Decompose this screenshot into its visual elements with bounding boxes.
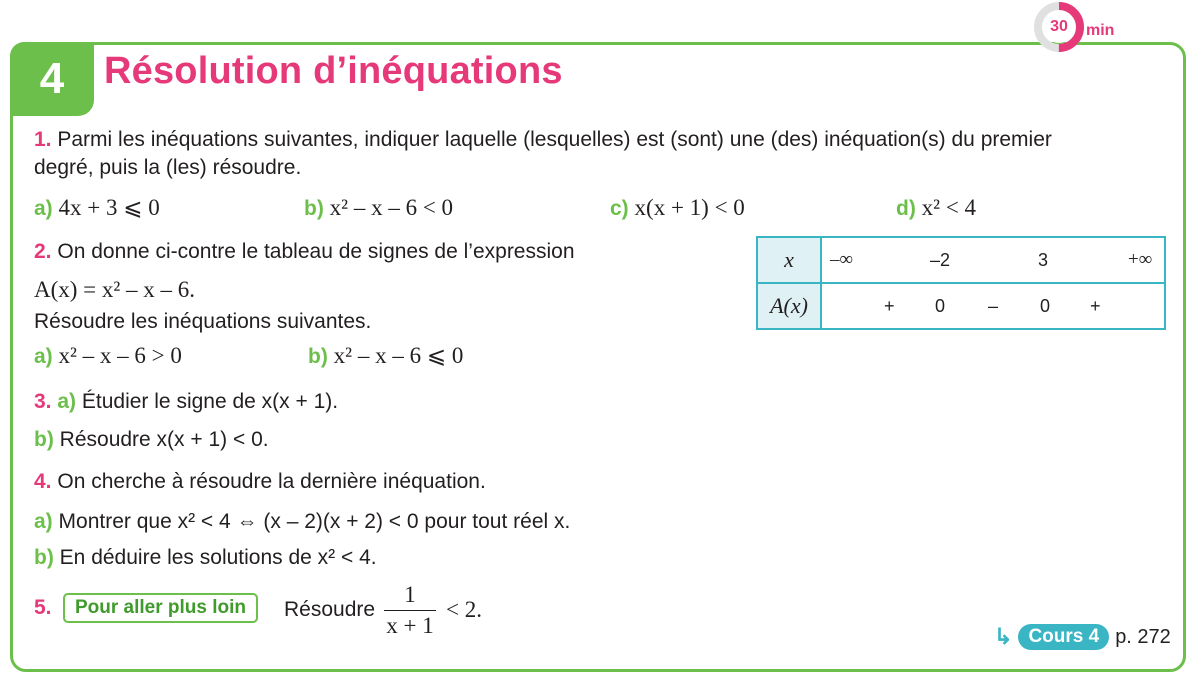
q2-instruction: Résoudre les inéquations suivantes. (34, 310, 372, 333)
q4-intro (34, 468, 486, 496)
q2-line1 (34, 238, 575, 266)
q3-a-text: Étudier le signe de x(x + 1). (81, 390, 339, 413)
q1-item-b (304, 194, 453, 223)
q5-text: Résoudre (284, 598, 376, 621)
q1-item-a (34, 194, 160, 223)
q1-line2: degré, puis la (les) résoudre. (34, 156, 302, 179)
sign-table-a-value: 0 (935, 296, 946, 316)
q5-fraction-denominator: x + 1 (386, 613, 434, 638)
q2-item-b (308, 342, 463, 371)
q4-number: 4. (34, 470, 52, 493)
q3-part-b (34, 426, 269, 454)
q5-fraction (384, 582, 436, 639)
q1-item-a-expr: 4x + 3 ⩽ 0 (58, 195, 160, 220)
q2-number: 2. (34, 240, 52, 263)
q4-part-b (34, 544, 377, 572)
q1-item-d (896, 194, 976, 223)
q1-item-d-expr: x² < 4 (921, 195, 977, 220)
q5-number-text: 5. (34, 596, 52, 619)
q2-item-b-expr: x² – x – 6 ⩽ 0 (333, 343, 464, 368)
pour-aller-plus-loin-badge: Pour aller plus loin (63, 593, 258, 623)
exercise-title: Résolution d’inéquations (104, 50, 563, 92)
sign-table-head-a: A(x) (757, 283, 821, 329)
q1-item-c (610, 194, 745, 223)
q2-item-a-expr: x² – x – 6 > 0 (58, 343, 182, 368)
q3-b-label: b) (34, 428, 54, 451)
sign-table-row-a (757, 283, 1165, 329)
sign-table-a-value: + (884, 296, 895, 316)
course-reference[interactable] (994, 624, 1171, 650)
q4-a-text: Montrer que x² < 4 ⇔ (x – 2)(x + 2) < 0 pour tout réel x. (58, 510, 571, 533)
sign-table-x-value: –∞ (830, 249, 854, 270)
sign-table-a-value: – (988, 296, 999, 316)
sign-table-head-x: x (757, 237, 821, 283)
q2-text-line1: On donne ci-contre le tableau de signes de l’expression (57, 240, 575, 263)
sign-table-a-value: + (1090, 296, 1101, 316)
q2-expression: A(x) = x² – x – 6. (34, 277, 196, 302)
q2-item-b-label: b) (308, 345, 328, 368)
q4-intro-text: On cherche à résoudre la dernière inéquation. (57, 470, 486, 493)
q3-a-label: a) (57, 390, 77, 413)
sign-table-a-value: 0 (1040, 296, 1051, 316)
sign-table-x-values (821, 237, 1165, 283)
q4-b-label: b) (34, 546, 54, 569)
q1-item-d-label: d) (896, 197, 916, 220)
timer-unit: min (1086, 22, 1115, 39)
q1-item-c-label: c) (610, 197, 629, 220)
q3-number: 3. (34, 390, 52, 413)
course-badge[interactable]: Cours 4 (1018, 624, 1109, 650)
arrow-icon: ↳ (994, 624, 1013, 649)
q4-a-label: a) (34, 510, 53, 533)
exercise-number-badge: 4 (10, 42, 94, 116)
sign-table-x-value: –2 (930, 250, 951, 270)
q3-b-text: Résoudre x(x + 1) < 0. (59, 428, 269, 451)
q5-fraction-numerator: 1 (384, 582, 436, 611)
q2-item-a (34, 342, 182, 371)
q1-number: 1. (34, 128, 52, 151)
sign-table-x-value: 3 (1038, 250, 1049, 270)
sign-table-row-x (757, 237, 1165, 283)
q3-part-a (34, 388, 338, 416)
q1-item-a-label: a) (34, 197, 53, 220)
sign-table-a-values (821, 283, 1165, 329)
q1-item-b-label: b) (304, 197, 324, 220)
sign-table-x-value: +∞ (1128, 249, 1153, 270)
q1-text-line1: Parmi les inéquations suivantes, indiquer laquelle (lesquelles) est (sont) une (des) inéquation(s) du premier (57, 128, 1052, 151)
q2-item-a-label: a) (34, 345, 53, 368)
sign-table (756, 236, 1166, 330)
q1-item-c-expr: x(x + 1) < 0 (634, 195, 745, 220)
q4-part-a (34, 508, 570, 536)
q1-line1 (34, 126, 1052, 154)
course-page: p. 272 (1115, 625, 1171, 648)
q4-b-text: En déduire les solutions de x² < 4. (59, 546, 377, 569)
q1-item-b-expr: x² – x – 6 < 0 (329, 195, 454, 220)
q5-tail: < 2. (446, 597, 482, 622)
q5-number (34, 594, 52, 622)
timer-value: 30 (1050, 18, 1068, 35)
